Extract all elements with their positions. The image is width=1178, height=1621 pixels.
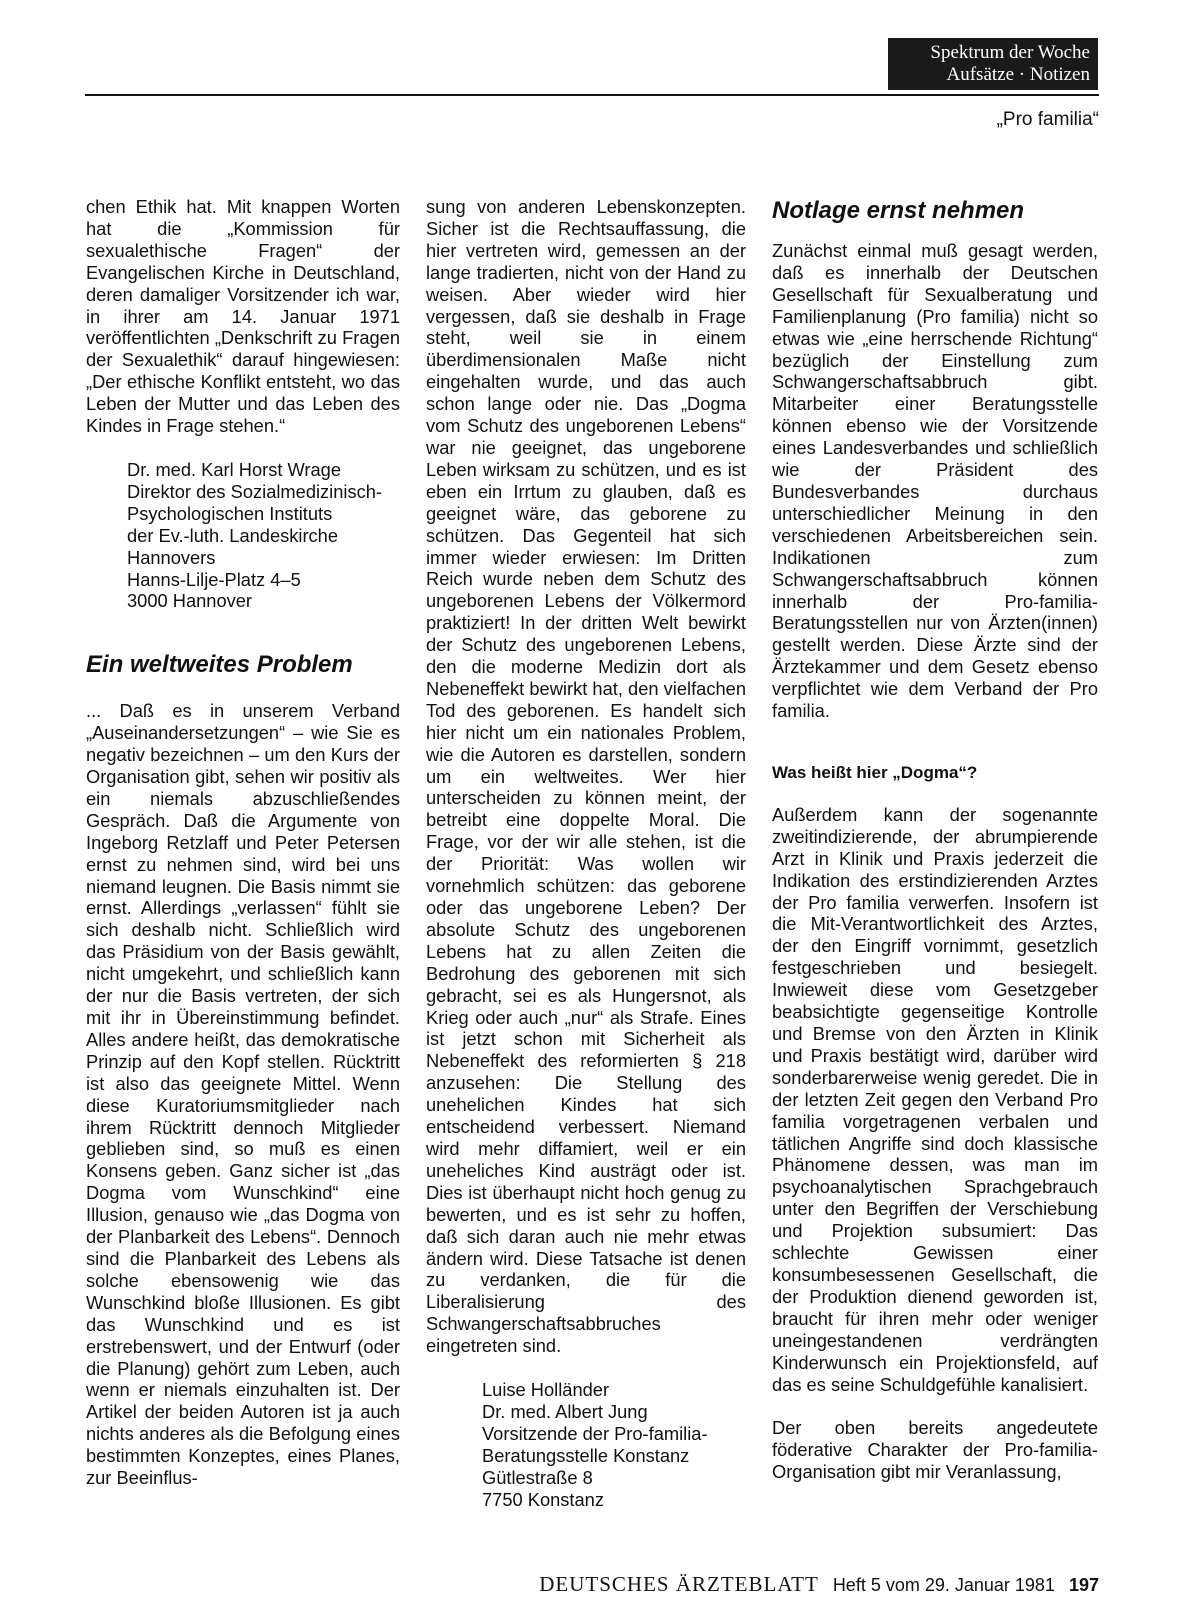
section-label-line1: Spektrum der Woche xyxy=(930,42,1090,63)
letter-1-text: chen Ethik hat. Mit knappen Worten hat die „Kommission für sexualethische Fragen“ der Evangelischen Kirche in Deutschland, deren damaliger Vorsitzender ich war, in ihrer am 14. Januar 1971 veröffentlichten „Denkschrift zu Fragen der Sexualethik“ darauf hingewiesen: „Der ethische Konflikt entsteht, wo das Leben der Mutter und das Leben des Kindes in Frage stehen.“ xyxy=(86,196,400,437)
signature-line: Vorsitzende der Pro-familia- xyxy=(482,1422,708,1444)
section-label-line2: Aufsätze · Notizen xyxy=(946,64,1090,85)
letter-2-continued-text: sung von anderen Lebenskonzepten. Sicher ist die Rechtsauffassung, die hier vertreten wird, gemessen an der lange tradierten, nicht von der Hand zu weisen. Aber wieder wird hier vergessen, daß sie deshalb in Frage steht, weil sie in einem überdimensionalen Maße nicht eingehalten wurde, und das auch schon lange oder nie. Das „Dogma vom Schutz des ungeborenen Lebens“ war nie geeignet, das ungeborene Leben wirksam zu schützen, und es ist eben ein Irrtum zu glauben, daß es geeignet wäre, das geborene zu schützen. Das Gegenteil hat sich immer wieder erwiesen: Im Dritten Reich wurde neben dem Schutz des ungeborenen Lebens der Völkermord praktiziert! In der dritten Welt bewirkt der Schutz des ungeborenen Lebens, den die moderne Medizin dort als Nebeneffekt bewirkt hat, den vielfachen Tod des geborenen. Es handelt sich hier nicht um ein nationales Problem, wie die Autoren es darstellen, sondern um ein weltweites. Wer hier unterscheiden zu können meint, der betreibt eine doppelte Moral. Die Frage, vor der wir alle stehen, ist die der Priorität: Was wollen wir vornehmlich schützen: das geborene oder das ungeborene Leben? Der absolute Schutz des ungeborenen Lebens hat zu allen Zeiten die Bedrohung des geborenen mit sich gebracht, sei es als Hungersnot, als Krieg oder auch „nur“ als Strafe. Eines ist jetzt schon mit Sicherheit als Nebeneffekt des reformierten § 218 anzusehen: Die Stellung des unehelichen Kindes hat sich entscheidend verbessert. Niemand wird mehr diffamiert, weil er ein uneheliches Kind austrägt oder ist. Dies ist überhaupt nicht hoch genug zu bewerten, und es ist sehr zu hoffen, daß sich daran auch nie mehr etwas ändern wird. Diese Tatsache ist denen zu verdanken, die für die Liberalisierung des Schwangerschaftsabbruches eingetreten sind. xyxy=(426,196,746,1357)
section-label xyxy=(888,38,1098,90)
signature-wrage xyxy=(86,459,400,612)
letter-2-text: ... Daß es in unserem Verband „Auseinandersetzungen“ – wie Sie es negativ bezeichnen – um den Kurs der Organisation gibt, sehen wir positiv als ein niemals abzuschließendes Gespräch. Daß die Argumente von Ingeborg Retzlaff und Peter Petersen ernst zu nehmen sind, wird bei uns niemand leugnen. Die Basis nimmt sie ernst. Allerdings „verlassen“ fühlt sie sich deshalb nicht. Schließlich wird das Präsidium von der Basis gewählt, nicht umgekehrt, und schließlich kann der nur die Basis vertreten, der sich mit ihr in Übereinstimmung befindet. Alles andere heißt, das demokratische Prinzip auf den Kopf stellen. Rücktritt ist also das geeignete Mittel. Wenn diese Kuratoriumsmitglieder nach ihrem Rücktritt dennoch Mitglieder geblieben sind, so muß es einen Konsens geben. Ganz sicher ist „das Dogma vom Wunschkind“ eine Illusion, genauso wie „das Dogma von der Planbarkeit des Lebens“. Dennoch sind die Planbarkeit des Lebens als solche ebensowenig wie das Wunschkind bloße Illusionen. Es gibt das Wunschkind und es ist erstrebenswert, und der Entwurf (oder die Planung) gehört zum Leben, auch wenn er niemals einzuhalten ist. Der Artikel der beiden Autoren ist ja auch nichts anderes als die Befolgung eines bestimmten Konzeptes, eines Planes, zur Beeinflus- xyxy=(86,700,400,1489)
section-heading: Notlage ernst nehmen xyxy=(772,197,1025,224)
signature-line: Beratungsstelle Konstanz xyxy=(482,1444,690,1466)
signature-line: 3000 Hannover xyxy=(127,590,253,612)
signature-line: Gütlestraße 8 xyxy=(482,1466,593,1488)
column-2 xyxy=(426,196,746,1510)
signature-line: Dr. med. Albert Jung xyxy=(482,1400,648,1422)
section-heading: Ein weltweites Problem xyxy=(86,651,353,679)
signature-line: Dr. med. Karl Horst Wrage xyxy=(127,458,342,480)
page-number: 197 xyxy=(1068,1575,1099,1595)
letter-3-text-continued: Außerdem kann der sogenannte zweitindizierende, der abrumpierende Arzt in Klinik und Praxis jederzeit die Indikation des erstindizierenden Arztes der Pro familia verwerfen. Insofern ist die Mit-Verantwortlichkeit des Arztes, der den Eingriff vornimmt, gesetzlich festgeschrieben und besiegelt. Inwieweit diese vom Gesetzgeber beabsichtigte gegenseitige Kontrolle und Bremse von den Ärzten in Klinik und Praxis bestätigt wird, darüber wird sonderbarerweise wenig geredet. Die in der letzten Zeit gegen den Verband Pro familia vorgetragenen verbalen und tätlichen Angriffe sind doch klassische Phänomene dessen, was man im psychoanalytischen Sprachgebrauch unter den Begriffen der Verschiebung und Projektion subsumiert: Das schlechte Gewissen einer konsumbesessenen Gesellschaft, die der Produktion dienend geworden ist, braucht für ihren mehr oder weniger uneingestandenen verdrängten Kinderwunsch ein Projektionsfeld, auf das es seine Schuldgefühle kanalisiert. xyxy=(772,803,1098,1395)
signature-hollaender-jung xyxy=(426,1379,746,1510)
signature-line: Direktor des Sozialmedizinisch- xyxy=(127,480,383,502)
page-footer xyxy=(463,1572,1099,1602)
signature-line: Luise Holländer xyxy=(482,1379,610,1401)
issue-info: Heft 5 vom 29. Januar 1981 xyxy=(832,1575,1055,1595)
letter-3-text: Zunächst einmal muß gesagt werden, daß es innerhalb der Deutschen Gesellschaft für Sexualberatung und Familienplanung (Pro familia) nicht so etwas wie „eine herrschende Richtung“ bezüglich der Einstellung zum Schwangerschaftsabbruch gibt. Mitarbeiter einer Beratungsstelle können ebenso wie der Vorsitzende eines Landesverbandes und schließlich wie der Präsident des Bundesverbandes durchaus unterschiedlicher Meinung in den verschiedenen Arbeitsbereichen sein. Indikationen zum Schwangerschaftsabbruch können innerhalb der Pro-familia-Beratungsstellen nur von Ärzten(innen) gestellt werden. Diese Ärzte sind der Ärztekammer und dem Gesetz ebenso verpflichtet wie dem Verband der Pro familia. xyxy=(772,240,1098,722)
journal-title: DEUTSCHES ÄRZTEBLATT xyxy=(539,1572,819,1596)
signature-line: Hanns-Lilje-Platz 4–5 xyxy=(127,568,301,590)
column-1 xyxy=(86,196,400,1489)
signature-line: der Ev.-luth. Landeskirche xyxy=(127,524,339,546)
topic-label: „Pro familia“ xyxy=(996,109,1099,130)
signature-line: Psychologischen Instituts xyxy=(127,502,333,524)
letter-3-text-final: Der oben bereits angedeutete föderative Charakter der Pro-familia-Organisation gibt mir Veranlassung, xyxy=(772,1417,1098,1483)
subheading: Was heißt hier „Dogma“? xyxy=(772,762,978,782)
signature-line: 7750 Konstanz xyxy=(482,1488,604,1510)
header-rule xyxy=(85,94,1099,96)
column-3 xyxy=(772,196,1098,1483)
signature-line: Hannovers xyxy=(127,546,216,568)
